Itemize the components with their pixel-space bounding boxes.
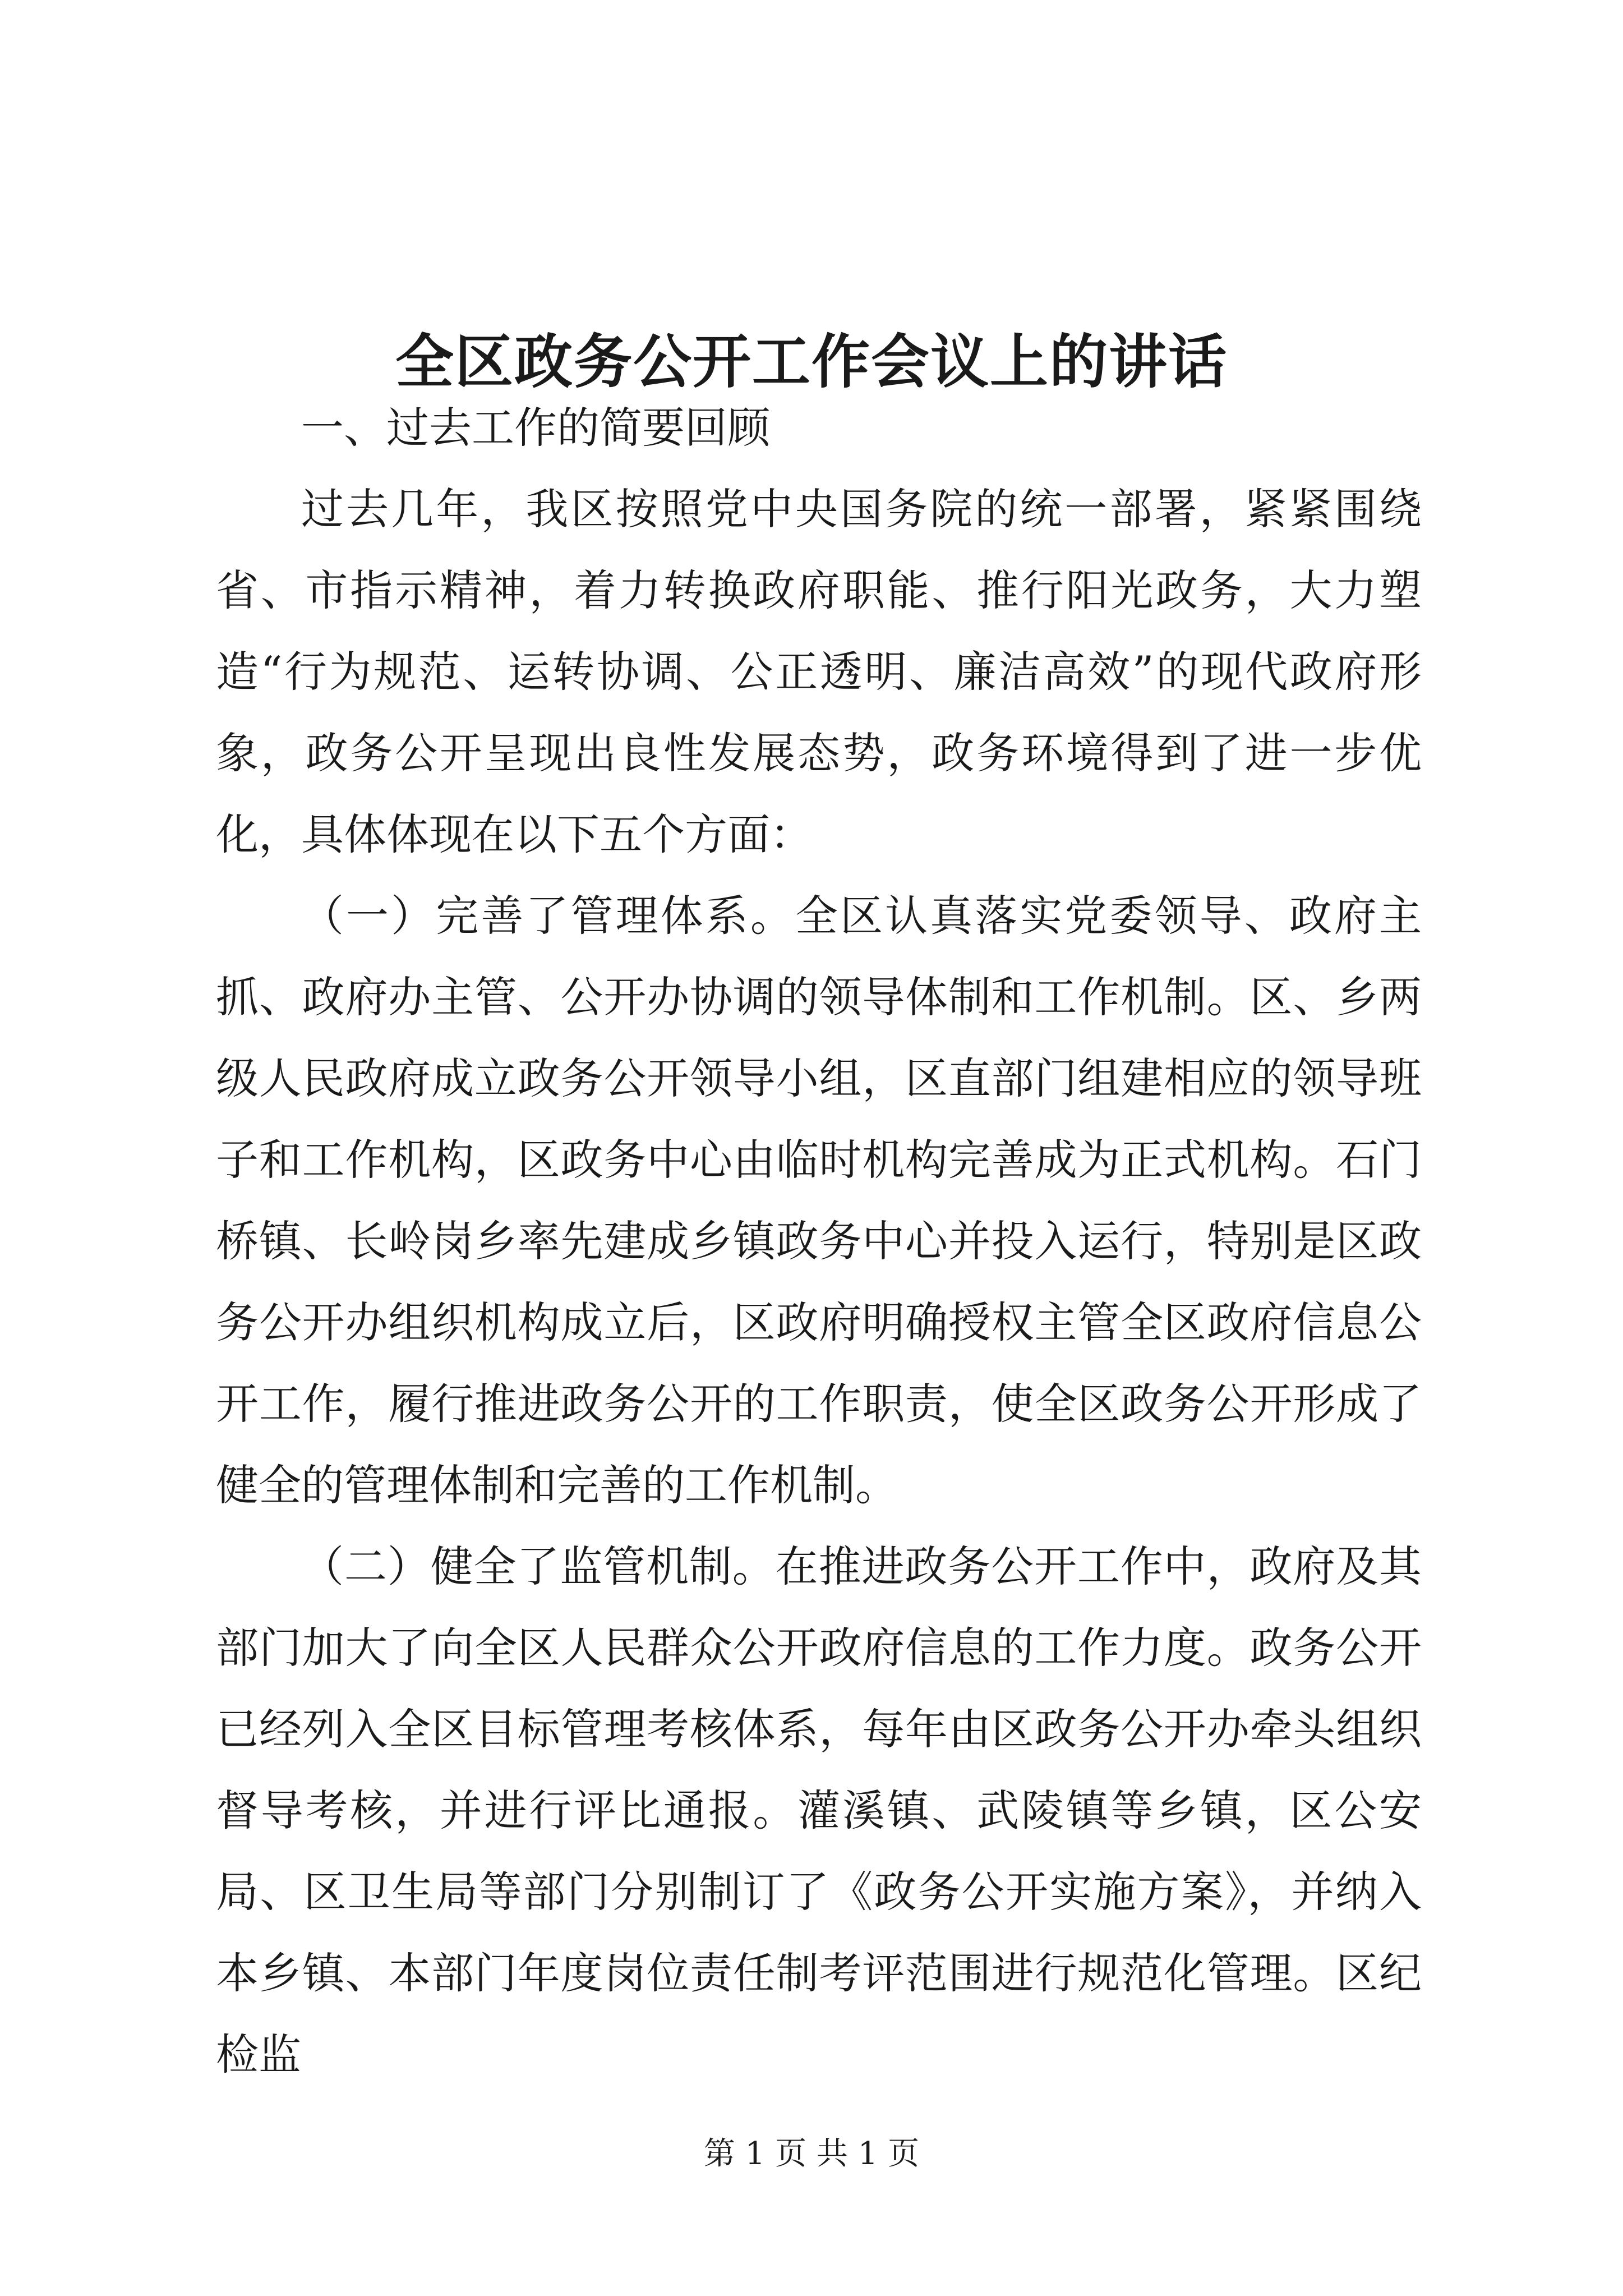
paragraph: 过去几年，我区按照党中央国务院的统一部署，紧紧围绕省、市指示精神，着力转换政府职能、推行阳光政务，大力塑造“行为规范、运转协调、公正透明、廉洁高效”的现代政府形象，政务公开呈现出良性发展态势，政务环境得到了进一步优化，具体体现在以下五个方面： [216, 484, 1422, 859]
paragraph: （二）健全了监管机制。在推进政务公开工作中，政府及其部门加大了向全区人民群众公开政府信息的工作力度。政务公开已经列入全区目标管理考核体系，每年由区政务公开办牵头组织督导考核，并进行评比通报。灌溪镇、武陵镇等乡镇，区公安局、区卫生局等部门分别制订了《政务公开实施方案》，并纳入本乡镇、本部门年度岗位责任制考评范围进行规范化管理。区纪检监 [216, 1542, 1422, 2079]
section-heading: 一、过去工作的简要回顾 [301, 403, 770, 453]
document-title: 全区政务公开工作会议上的讲话 [395, 326, 1228, 396]
page-footer: 第 1 页 共 1 页 [703, 2136, 920, 2172]
paragraph: （一）完善了管理体系。全区认真落实党委领导、政府主抓、政府办主管、公开办协调的领导体制和工作机制。区、乡两级人民政府成立政务公开领导小组，区直部门组建相应的领导班子和工作机构，区政务中心由临时机构完善成为正式机构。石门桥镇、长岭岗乡率先建成乡镇政务中心并投入运行，特别是区政务公开办组织机构成立后，区政府明确授权主管全区政府信息公开工作，履行推进政务公开的工作职责，使全区政务公开形成了健全的管理体制和完善的工作机制。 [216, 891, 1422, 1510]
document-body [216, 387, 1422, 2095]
